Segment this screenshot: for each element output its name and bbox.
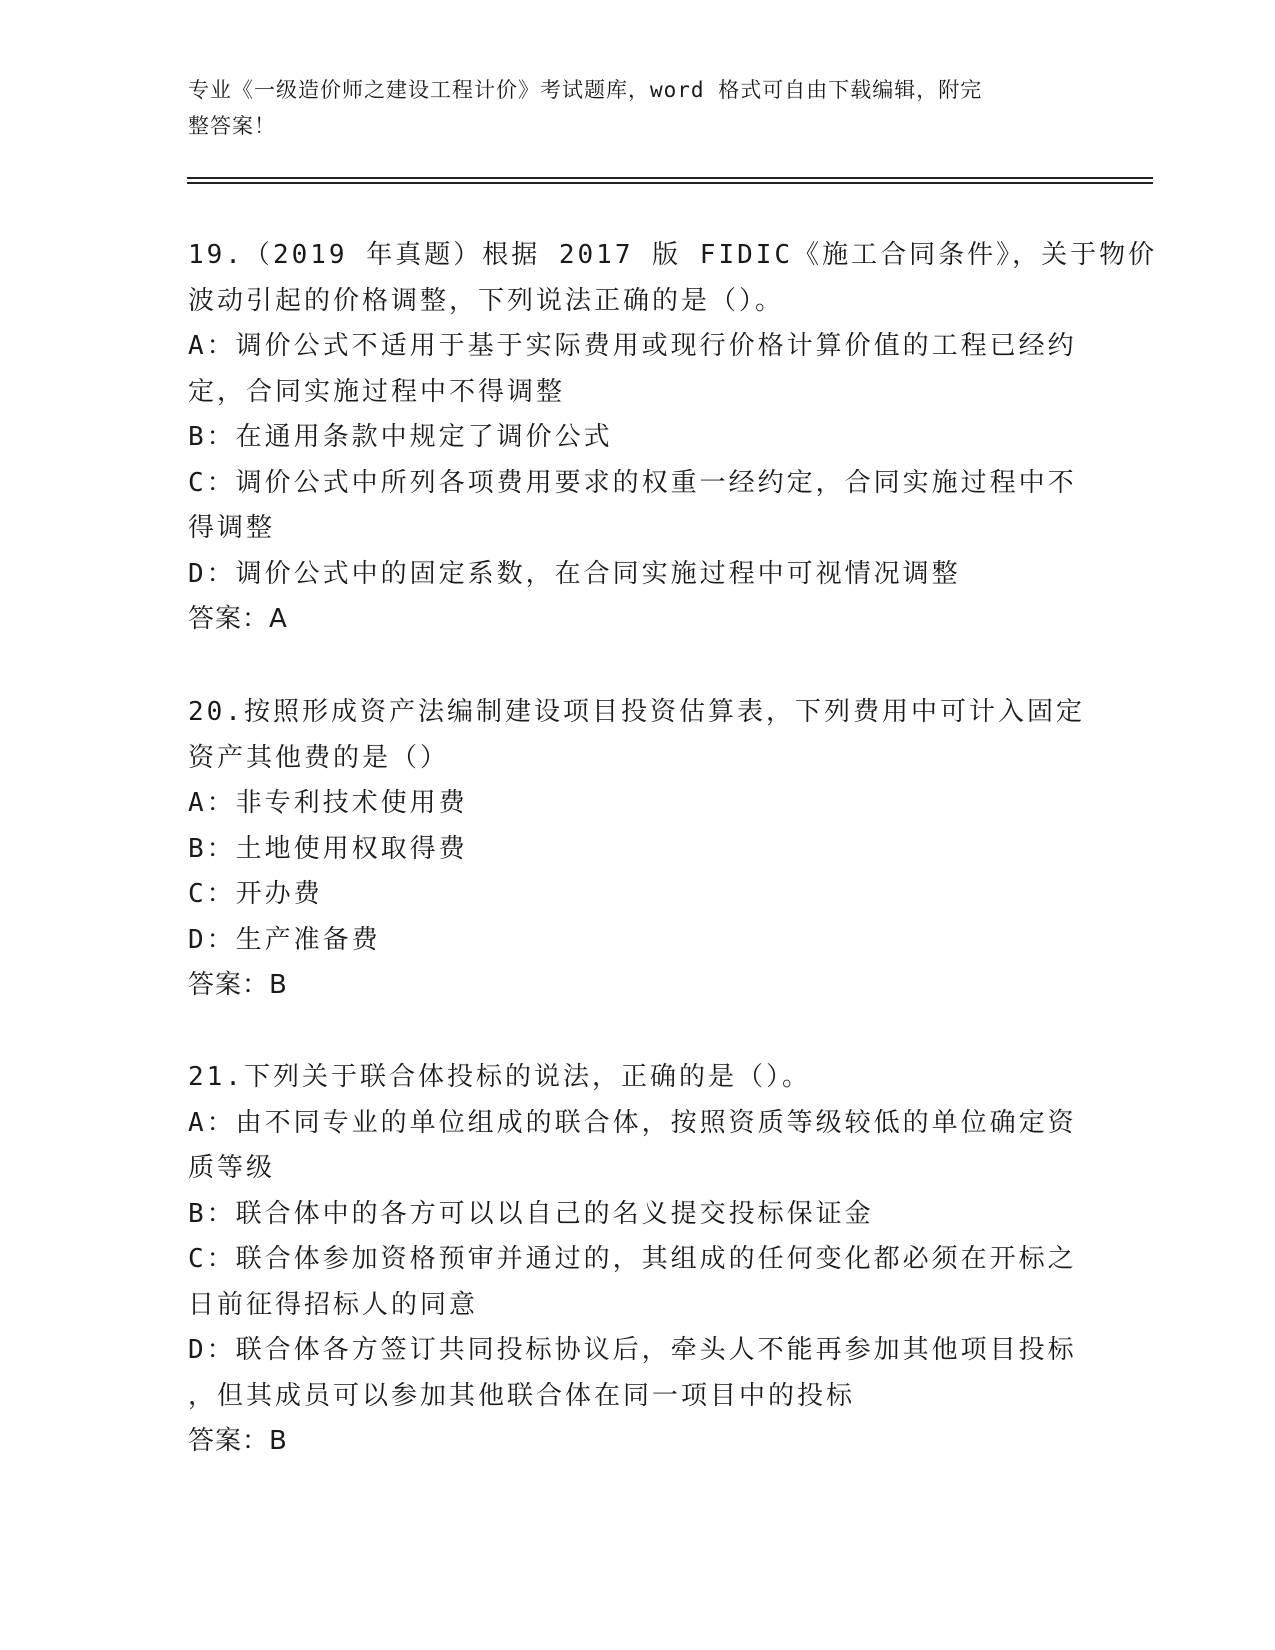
option-a: 定，合同实施过程中不得调整 [188,376,566,407]
option-c: 得调整 [188,513,276,543]
option-a: A：由不同专业的单位组成的联合体，按照资质等级较低的单位确定资 [188,1107,1077,1138]
answer-label: 答案：A [188,604,288,634]
header-divider-top [187,177,1153,179]
question-stem: 19.（2019 年真题）根据 2017 版 FIDIC《施工合同条件》，关于物价 [188,240,1158,270]
option-b: B：在通用条款中规定了调价公式 [188,422,613,452]
header-divider-bottom [187,182,1153,184]
option-d: ，但其成员可以参加其他联合体在同一项目中的投标 [188,1380,856,1411]
option-c: C：联合体参加资格预审并通过的，其组成的任何变化都必须在开标之 [188,1244,1077,1274]
option-c: C：调价公式中所列各项费用要求的权重一经约定，合同实施过程中不 [188,467,1077,498]
option-b: B：土地使用权取得费 [188,833,468,864]
option-a: A：非专利技术使用费 [188,788,468,818]
question-19 [188,233,1158,643]
question-stem: 波动引起的价格调整，下列说法正确的是（）。 [188,285,785,316]
header-line-2: 整答案！ [188,114,276,138]
question-stem: 21.下列关于联合体投标的说法，正确的是（）。 [188,1062,811,1092]
option-d: D：生产准备费 [188,924,381,955]
option-d: D：调价公式中的固定系数，在合同实施过程中可视情况调整 [188,558,961,589]
answer-label: 答案：B [188,1426,288,1456]
answer-label: 答案：B [188,970,288,1000]
option-a: 质等级 [188,1153,276,1183]
question-stem: 20.按照形成资产法编制建设项目投资估算表，下列费用中可计入固定 [188,697,1085,727]
document-header [188,72,1068,144]
option-d: D：联合体各方签订共同投标协议后，牵头人不能再参加其他项目投标 [188,1335,1077,1365]
option-c: 日前征得招标人的同意 [188,1289,479,1320]
question-20 [188,690,1088,1009]
option-b: B：联合体中的各方可以以自己的名义提交投标保证金 [188,1198,874,1229]
option-a: A：调价公式不适用于基于实际费用或现行价格计算价值的工程已经约 [188,331,1077,361]
header-line-1: 专业《一级造价师之建设工程计价》考试题库，word 格式可自由下载编辑，附完 [188,78,983,102]
question-stem: 资产其他费的是（） [188,742,450,773]
option-c: C：开办费 [188,879,323,909]
question-21 [188,1055,1088,1465]
